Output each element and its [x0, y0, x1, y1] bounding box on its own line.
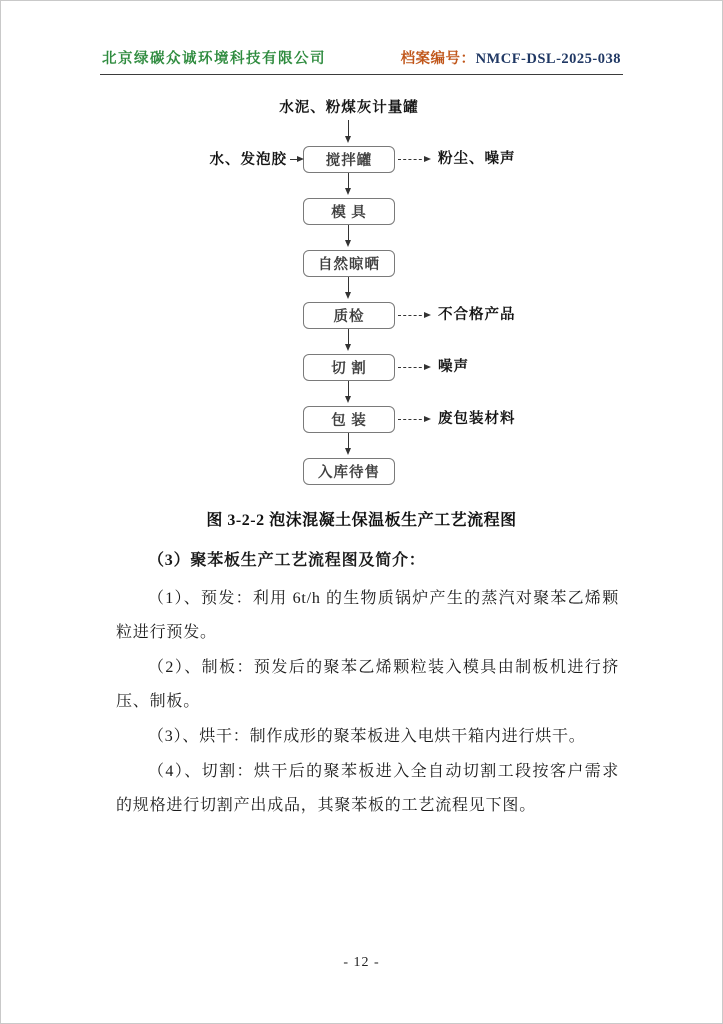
flow-arrow-dashed-rejects — [398, 315, 427, 316]
figure-caption: 图 3-2-2 泡沫混凝土保温板生产工艺流程图 — [206, 512, 517, 529]
process-flowchart — [1, 93, 722, 491]
flow-arrow-input-right — [290, 159, 300, 160]
flow-input-water-foam: 水、发泡胶 — [209, 152, 287, 168]
flow-node-packing: 包 装 — [303, 406, 395, 433]
flow-output-rejects: 不合格产品 — [438, 307, 516, 323]
flow-output-noise: 噪声 — [438, 359, 469, 375]
archive-value: NMCF-DSL-2025-038 — [475, 51, 621, 67]
flow-arrow-down-2 — [348, 173, 349, 191]
flow-output-waste-packaging: 废包装材料 — [438, 411, 516, 427]
archive-number-block — [401, 47, 621, 68]
flow-arrow-down-6 — [348, 381, 349, 399]
flow-node-cutting: 切 割 — [303, 354, 395, 381]
body-text-section — [116, 544, 619, 823]
paragraph-cutting: （4）、切割：烘干后的聚苯板进入全自动切割工段按客户需求的规格进行切割产出成品，其聚苯板的工艺流程见下图。 — [116, 763, 619, 814]
page-header — [100, 1, 623, 75]
flow-node-warehouse-sale: 入库待售 — [303, 458, 395, 485]
paragraph-drying: （3）、烘干：制作成形的聚苯板进入电烘干箱内进行烘干。 — [148, 728, 586, 745]
paragraph-board-making: （2）、制板：预发后的聚苯乙烯颗粒装入模具由制板机进行挤压、制板。 — [116, 659, 619, 710]
company-name: 北京绿碳众诚环境科技有限公司 — [102, 51, 326, 67]
flow-arrow-down-4 — [348, 277, 349, 295]
section-heading: （3）聚苯板生产工艺流程图及简介： — [148, 552, 426, 569]
flow-node-quality-inspection: 质检 — [303, 302, 395, 329]
flow-arrow-dashed-dust — [398, 159, 427, 160]
flow-input-metering-tank: 水泥、粉煤灰计量罐 — [279, 100, 419, 116]
flow-node-natural-drying: 自然晾晒 — [303, 250, 395, 277]
flow-arrow-down-3 — [348, 225, 349, 243]
page-number: - 12 - — [343, 955, 380, 970]
flow-output-dust-noise: 粉尘、噪声 — [438, 151, 516, 167]
archive-label: 档案编号： — [400, 51, 476, 67]
paragraph-prefoaming: （1）、预发：利用 6t/h 的生物质锅炉产生的蒸汽对聚苯乙烯颗粒进行预发。 — [116, 590, 619, 641]
page-footer — [1, 955, 722, 971]
flow-arrow-down-5 — [348, 329, 349, 347]
flow-arrow-down-7 — [348, 433, 349, 451]
flow-node-mixing-tank: 搅拌罐 — [303, 146, 395, 173]
flow-node-mold: 模 具 — [303, 198, 395, 225]
flow-arrow-dashed-waste-packaging — [398, 419, 427, 420]
flow-arrow-dashed-noise — [398, 367, 427, 368]
flow-arrow-down-1 — [348, 120, 349, 139]
